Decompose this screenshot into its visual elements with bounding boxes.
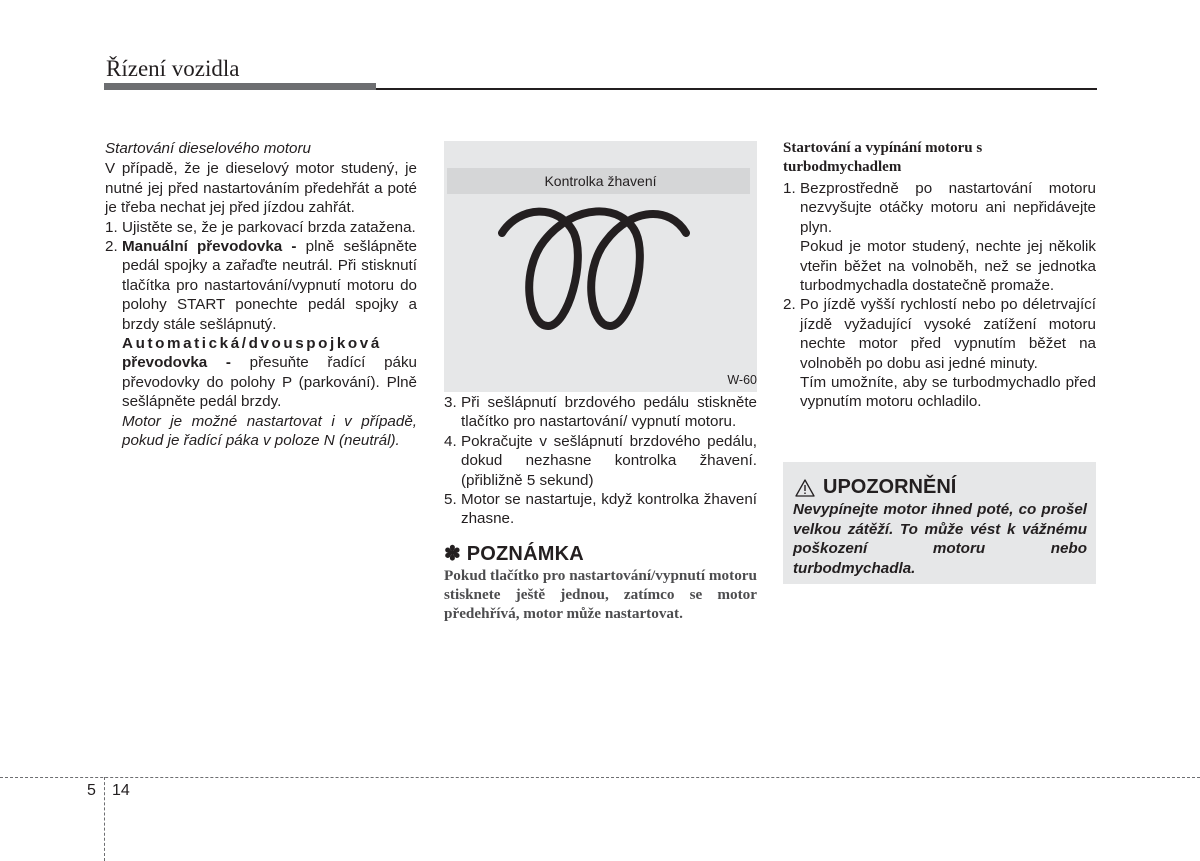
automatic-transmission-text: přesuňte řadící páku převodovky do polohy P (parkování). Plně sešlápněte pedál brzdy.: [122, 354, 417, 411]
list-paragraph: Tím umožníte, aby se turbodmychadlo před vypnutím motoru ochladilo.: [800, 374, 1096, 411]
list-text: Pokračujte v sešlápnutí brzdového pedálu, dokud nezhasne kontrolka žhavení. (přibližně 5 sekund): [461, 432, 757, 489]
list-item: [783, 295, 1096, 373]
warning-triangle-icon: [795, 479, 815, 497]
list-item: [105, 237, 417, 334]
section-title: Řízení vozidla: [106, 56, 240, 81]
note-heading: ✽ POZNÁMKA: [444, 542, 584, 565]
intro-paragraph: V případě, že je dieselový motor studený, je nutné jej před nastartováním předehřát a poté je třeba nechat jej před jízdou zahřát.: [105, 160, 417, 217]
figure-code: W-60: [727, 373, 757, 387]
page-number: 14: [112, 782, 130, 799]
list-text: Ujistěte se, že je parkovací brzda zatažena.: [122, 218, 416, 236]
list-number: 1.: [783, 180, 796, 197]
footer-vertical-divider: [104, 777, 105, 861]
italic-note: Motor je možné nastartovat i v případě, pokud je řadící páka v poloze N (neutrál).: [122, 412, 417, 450]
automatic-transmission-paragraph: [105, 334, 417, 412]
list-paragraph: Pokud je motor studený, nechte jej několik vteřin běžet na volnoběh, než se jednotka turbodmychadla dostatečně promaže.: [800, 238, 1096, 295]
list-text: Po jízdě vyšší rychlostí nebo po déletrvající jízdě vyžadující vysoké zatížení motoru nechte motor před vypnutím běžet na volnoběh po dobu asi jedné minuty.: [800, 296, 1096, 372]
list-number: 5.: [444, 491, 457, 509]
list-item: [783, 179, 1096, 237]
list-item: [444, 432, 757, 490]
chapter-number: 5: [87, 782, 96, 799]
list-text: Bezprostředně po nastartování motoru nezvyšujte otáčky motoru ani nepřidávejte plyn.: [800, 180, 1096, 236]
automatic-transmission-label-2: převodovka -: [122, 354, 231, 372]
list-text: Při sešlápnutí brzdového pedálu stiskněte tlačítko pro nastartování/ vypnutí motoru.: [461, 394, 757, 431]
list-number: 3.: [444, 394, 457, 411]
manual-transmission-label: Manuální převodovka -: [122, 238, 297, 256]
list-text: Motor se nastartuje, když kontrolka žhavení zhasne.: [461, 491, 757, 528]
list-number: 2.: [783, 296, 796, 314]
warning-box: [783, 462, 1096, 584]
glow-plug-icon: [444, 141, 757, 392]
list-item: [105, 218, 417, 237]
header-rule-thick: [104, 83, 376, 90]
list-number: 2.: [105, 238, 118, 256]
footer-divider: [0, 777, 1200, 778]
note-text: Pokud tlačítko pro nastartování/vypnutí motoru stisknete ještě jednou, zatímco se motor předehřívá, motor může nastartovat.: [444, 567, 757, 623]
list-number: 4.: [444, 432, 457, 450]
manual-transmission-text: plně sešlápněte pedál spojky a zařaďte neutrál. Při stisknutí tlačítka pro nastartování/vypnutí motoru do polohy START ponechte pedál spojky a brzdy stále sešlápnutý.: [122, 238, 417, 333]
list-text: [122, 237, 417, 334]
warning-text: Nevypínejte motor ihned poté, co prošel velkou zátěží. To může vést k vážnému poškození motoru nebo turbodmychadla.: [793, 501, 1087, 577]
automatic-transmission-label: Automatická/dvouspojková: [122, 335, 382, 353]
list-item: [444, 393, 757, 432]
subheading-diesel-start: Startování dieselového motoru: [105, 140, 311, 157]
warning-heading: UPOZORNĚNÍ: [823, 476, 957, 498]
column-2: [444, 393, 757, 623]
column-3: [783, 139, 1096, 412]
header-rule-thin: [376, 88, 1097, 90]
figure-label: Kontrolka žhavení: [544, 173, 657, 189]
list-item: [444, 490, 757, 529]
warning-header: [795, 476, 956, 499]
glow-indicator-figure: [444, 141, 757, 392]
list-number: 1.: [105, 218, 118, 236]
column-1: [105, 139, 417, 451]
turbo-heading: Startování a vypínání motoru s turbodmychadlem: [783, 140, 983, 175]
